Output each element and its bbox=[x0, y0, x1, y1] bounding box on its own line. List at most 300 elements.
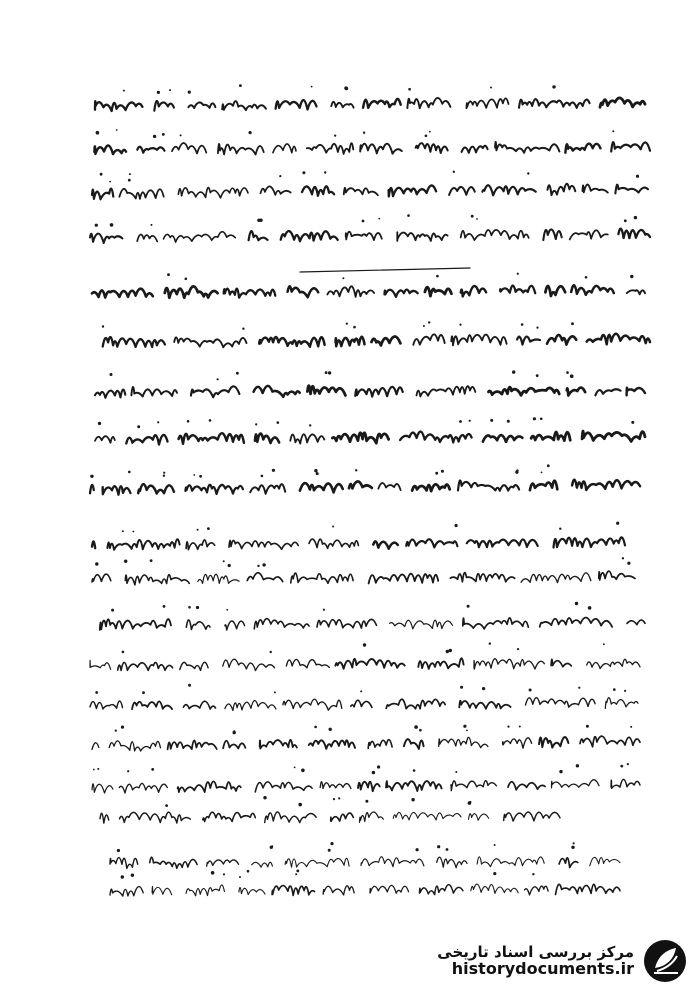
handwriting-word bbox=[587, 659, 640, 668]
handwriting-word bbox=[471, 884, 518, 893]
handwriting-word bbox=[90, 485, 94, 493]
handwriting-dot bbox=[121, 875, 124, 878]
handwriting-word bbox=[137, 235, 157, 242]
handwriting-word bbox=[483, 435, 522, 442]
handwriting-dot bbox=[249, 131, 252, 134]
handwriting-dot bbox=[507, 726, 509, 728]
handwriting-word bbox=[259, 337, 324, 347]
handwriting-word bbox=[95, 436, 115, 443]
handwriting-word bbox=[273, 144, 296, 153]
handwriting-dot bbox=[540, 418, 543, 421]
handwriting-dot bbox=[272, 469, 275, 472]
handwriting-word bbox=[255, 434, 279, 443]
handwriting-dot bbox=[414, 725, 418, 729]
handwriting-word bbox=[627, 290, 645, 294]
handwriting-word bbox=[572, 480, 640, 490]
handwriting-dot bbox=[151, 224, 153, 226]
handwriting-dot bbox=[466, 730, 468, 732]
handwriting-dot bbox=[302, 171, 305, 174]
handwriting-word bbox=[283, 699, 342, 710]
handwriting-dot bbox=[631, 421, 634, 424]
handwriting-dot bbox=[423, 325, 425, 327]
handwriting-dot bbox=[314, 469, 317, 472]
handwriting-dot bbox=[338, 797, 340, 799]
handwriting-word bbox=[138, 484, 174, 493]
handwriting-dot bbox=[169, 89, 171, 91]
handwriting-dot bbox=[372, 771, 375, 774]
handwriting-word bbox=[361, 857, 424, 867]
handwriting-dot bbox=[110, 223, 114, 227]
handwriting-dot bbox=[330, 842, 333, 845]
handwriting-dot bbox=[441, 470, 444, 473]
handwriting-word bbox=[183, 701, 215, 709]
handwriting-word bbox=[477, 857, 544, 867]
handwriting-word bbox=[360, 144, 402, 154]
handwriting-word bbox=[559, 858, 578, 868]
handwriting-dot bbox=[471, 215, 474, 218]
handwriting-word bbox=[582, 431, 645, 441]
handwriting-word bbox=[203, 812, 256, 821]
handwriting-word bbox=[531, 432, 570, 441]
handwriting-word bbox=[307, 386, 345, 396]
handwriting-dot bbox=[124, 560, 127, 563]
handwriting-word bbox=[508, 782, 545, 790]
handwriting-line bbox=[110, 870, 620, 897]
handwriting-word bbox=[188, 102, 215, 108]
handwriting-word bbox=[386, 781, 442, 791]
handwriting-dot bbox=[263, 796, 266, 799]
handwriting-dot bbox=[428, 321, 430, 323]
handwriting-line bbox=[92, 763, 640, 793]
handwriting-word bbox=[397, 232, 447, 241]
handwriting-dot bbox=[128, 471, 131, 474]
handwriting-word bbox=[150, 857, 197, 868]
handwriting-dot bbox=[455, 771, 457, 773]
handwriting-word bbox=[218, 144, 264, 155]
handwriting-word bbox=[599, 571, 635, 580]
handwriting-word bbox=[178, 781, 241, 792]
handwriting-word bbox=[152, 887, 172, 895]
handwriting-word bbox=[545, 286, 565, 296]
handwriting-dot bbox=[323, 609, 325, 611]
handwriting-word bbox=[252, 862, 273, 867]
handwriting-dot bbox=[536, 327, 538, 329]
handwriting-dot bbox=[449, 649, 452, 652]
handwriting-line bbox=[92, 522, 625, 550]
handwriting-dot bbox=[95, 562, 98, 565]
handwriting-dot bbox=[575, 602, 578, 605]
handwriting-word bbox=[627, 388, 645, 396]
handwriting-word bbox=[291, 573, 353, 583]
handwriting-dot bbox=[117, 849, 120, 852]
handwriting-dot bbox=[137, 425, 140, 428]
handwriting-dot bbox=[603, 643, 605, 645]
handwriting-dot bbox=[185, 278, 188, 281]
handwriting-dot bbox=[123, 90, 125, 92]
handwriting-dot bbox=[345, 87, 349, 91]
handwriting-word bbox=[370, 885, 409, 893]
handwriting-word bbox=[385, 290, 418, 297]
handwriting-word bbox=[174, 337, 246, 347]
handwriting-line bbox=[94, 129, 650, 154]
handwriting-dot bbox=[167, 273, 170, 276]
handwriting-word bbox=[595, 389, 620, 395]
watermark-url: historydocuments.ir bbox=[451, 959, 634, 979]
handwriting-dot bbox=[586, 725, 589, 728]
handwriting-dot bbox=[239, 84, 242, 87]
handwriting-word bbox=[191, 386, 239, 397]
handwriting-word bbox=[249, 231, 268, 240]
handwriting-word bbox=[462, 146, 488, 153]
handwriting-word bbox=[239, 888, 265, 895]
handwriting-dot bbox=[116, 129, 118, 131]
handwriting-dot bbox=[585, 276, 588, 279]
handwriting-word bbox=[344, 188, 378, 195]
handwriting-dot bbox=[490, 419, 493, 422]
handwriting-word bbox=[469, 814, 489, 821]
handwriting-dot bbox=[332, 526, 334, 528]
handwriting-word bbox=[525, 886, 549, 895]
handwriting-dot bbox=[228, 564, 231, 567]
handwriting-word bbox=[425, 287, 452, 296]
handwriting-word bbox=[389, 185, 437, 196]
handwriting-dot bbox=[279, 175, 281, 177]
handwriting-dot bbox=[93, 769, 95, 771]
handwriting-dot bbox=[131, 874, 134, 877]
handwriting-word bbox=[94, 145, 126, 154]
handwriting-dot bbox=[165, 804, 168, 807]
handwriting-word bbox=[286, 659, 329, 667]
handwriting-word bbox=[412, 484, 450, 491]
handwriting-line bbox=[100, 602, 645, 630]
handwriting-word bbox=[459, 701, 510, 709]
handwriting-dot bbox=[353, 326, 356, 329]
handwriting-word bbox=[351, 700, 372, 707]
handwriting-word bbox=[272, 886, 314, 896]
handwriting-word bbox=[611, 779, 640, 788]
handwriting-dot bbox=[489, 642, 491, 644]
handwriting-dot bbox=[122, 651, 125, 654]
handwriting-dot bbox=[270, 846, 273, 849]
handwriting-dot bbox=[262, 563, 265, 566]
handwriting-word bbox=[390, 620, 453, 629]
handwriting-dot bbox=[493, 872, 496, 875]
handwriting-word bbox=[186, 540, 215, 550]
handwriting-dot bbox=[110, 373, 113, 376]
handwriting-dot bbox=[630, 726, 632, 728]
watermark-text bbox=[437, 944, 634, 978]
handwriting-word bbox=[463, 618, 529, 629]
handwriting-line bbox=[90, 464, 640, 494]
handwriting-word bbox=[461, 286, 486, 296]
handwriting-word bbox=[110, 887, 143, 897]
handwriting-dot bbox=[223, 560, 225, 562]
handwriting-dot bbox=[163, 472, 165, 474]
handwriting-word bbox=[250, 484, 285, 494]
handwriting-dot bbox=[411, 798, 414, 801]
handwriting-word bbox=[92, 743, 99, 750]
handwriting-word bbox=[331, 813, 354, 821]
handwriting-word bbox=[416, 143, 448, 153]
handwriting-dot bbox=[588, 606, 592, 610]
handwriting-dot bbox=[242, 328, 244, 330]
handwriting-word bbox=[285, 858, 349, 867]
handwriting-word bbox=[288, 286, 319, 297]
handwriting-dot bbox=[98, 422, 101, 425]
handwriting-word bbox=[611, 142, 650, 151]
handwriting-dot bbox=[533, 417, 536, 420]
handwriting-dot bbox=[239, 876, 241, 878]
handwriting-dot bbox=[122, 530, 124, 532]
handwriting-dot bbox=[616, 522, 619, 525]
handwriting-dot bbox=[127, 770, 129, 772]
handwriting-dot bbox=[378, 218, 380, 220]
handwriting-dot bbox=[559, 528, 561, 530]
handwriting-word bbox=[554, 537, 626, 547]
handwriting-word bbox=[132, 701, 172, 709]
handwriting-word bbox=[119, 189, 163, 199]
handwriting-word bbox=[90, 701, 123, 709]
handwriting-dot bbox=[95, 224, 98, 227]
handwriting-dot bbox=[188, 684, 191, 687]
handwriting-dot bbox=[95, 691, 98, 694]
handwriting-word bbox=[95, 390, 125, 398]
handwriting-word bbox=[605, 698, 638, 709]
handwriting-word bbox=[126, 435, 167, 445]
handwriting-dot bbox=[467, 605, 470, 608]
handwriting-dot bbox=[199, 475, 202, 478]
handwriting-word bbox=[254, 386, 300, 397]
handwriting-line bbox=[90, 214, 650, 243]
handwriting-word bbox=[224, 289, 276, 298]
handwriting-dot bbox=[261, 475, 264, 478]
handwriting-dot bbox=[516, 469, 518, 471]
handwriting-word bbox=[548, 184, 576, 195]
handwriting-word bbox=[90, 660, 111, 669]
handwriting-word bbox=[120, 812, 191, 823]
handwriting-dot bbox=[328, 371, 331, 374]
handwriting-dot bbox=[102, 325, 104, 327]
handwriting-dot bbox=[627, 763, 629, 765]
handwriting-dot bbox=[115, 730, 117, 732]
handwriting-dot bbox=[109, 181, 111, 183]
handwriting-dot bbox=[476, 218, 478, 220]
handwriting-dot bbox=[624, 219, 627, 222]
handwriting-word bbox=[503, 738, 532, 748]
handwriting-dot bbox=[270, 651, 272, 653]
handwriting-dot bbox=[377, 765, 380, 768]
handwriting-line bbox=[92, 557, 635, 585]
handwriting-word bbox=[489, 387, 560, 395]
handwriting-word bbox=[261, 186, 291, 194]
handwriting-dot bbox=[329, 728, 332, 731]
handwriting-dot bbox=[435, 472, 438, 475]
handwriting-word bbox=[168, 741, 217, 750]
handwriting-dot bbox=[255, 423, 257, 425]
handwriting-word bbox=[186, 620, 210, 630]
handwriting-word bbox=[363, 99, 401, 108]
handwriting-dot bbox=[541, 472, 543, 474]
handwriting-word bbox=[186, 885, 224, 896]
handwriting-dot bbox=[413, 769, 416, 772]
watermark-title: مرکز بررسی اسناد تاریخی bbox=[437, 942, 634, 961]
handwriting-word bbox=[451, 781, 496, 791]
handwriting-dot bbox=[180, 134, 182, 136]
handwriting-word bbox=[439, 737, 488, 747]
handwriting-word bbox=[165, 286, 218, 297]
handwriting-word bbox=[570, 230, 608, 239]
handwriting-word bbox=[260, 740, 297, 749]
handwriting-dot bbox=[552, 85, 555, 88]
handwriting-dot bbox=[324, 171, 326, 173]
handwriting-dot bbox=[576, 764, 579, 767]
handwriting-word bbox=[386, 699, 445, 709]
handwriting-word bbox=[517, 337, 540, 345]
handwriting-dot bbox=[490, 87, 492, 89]
handwriting-word bbox=[540, 617, 612, 626]
handwriting-dot bbox=[132, 531, 134, 533]
handwriting-word bbox=[393, 812, 461, 820]
handwriting-dot bbox=[517, 273, 519, 275]
handwriting-word bbox=[565, 144, 600, 153]
handwriting-dot bbox=[446, 650, 449, 653]
handwriting-word bbox=[450, 573, 514, 582]
handwriting-dot bbox=[517, 648, 519, 650]
handwriting-dot bbox=[197, 529, 199, 531]
handwriting-word bbox=[92, 541, 95, 548]
handwriting-word bbox=[369, 574, 439, 584]
handwriting-word bbox=[276, 100, 317, 109]
handwriting-dot bbox=[277, 421, 280, 424]
handwriting-dot bbox=[460, 686, 463, 689]
handwriting-dot bbox=[436, 275, 439, 278]
handwriting-dot bbox=[226, 609, 228, 611]
handwriting-line bbox=[95, 84, 645, 111]
handwriting-dot bbox=[360, 690, 362, 692]
handwriting-word bbox=[618, 229, 650, 238]
handwriting-dot bbox=[328, 849, 331, 852]
handwriting-word bbox=[461, 230, 529, 240]
handwriting-word bbox=[372, 336, 401, 345]
handwriting-word bbox=[265, 812, 317, 823]
handwriting-dot bbox=[207, 527, 210, 530]
handwriting-dot bbox=[459, 324, 461, 326]
handwriting-dot bbox=[437, 845, 440, 848]
handwriting-word bbox=[587, 334, 650, 345]
handwriting-dot bbox=[494, 844, 496, 846]
handwriting-dot bbox=[620, 765, 623, 768]
handwriting-word bbox=[137, 147, 164, 153]
handwriting-dot bbox=[157, 91, 160, 94]
handwriting-dot bbox=[636, 175, 639, 178]
handwriting-dot bbox=[217, 378, 219, 380]
handwriting-dot bbox=[247, 870, 250, 873]
handwriting-dot bbox=[425, 135, 428, 138]
handwriting-word bbox=[179, 433, 244, 444]
handwriting-dot bbox=[429, 131, 431, 133]
handwriting-dot bbox=[521, 323, 524, 326]
handwriting-dot bbox=[111, 609, 114, 612]
handwriting-word bbox=[474, 659, 544, 669]
handwriting-line bbox=[92, 171, 648, 200]
handwriting-word bbox=[247, 573, 282, 582]
handwriting-word bbox=[95, 101, 142, 111]
handwriting-word bbox=[225, 701, 276, 711]
handwriting-word bbox=[225, 621, 245, 630]
handwriting-word bbox=[627, 620, 645, 625]
handwriting-word bbox=[327, 286, 374, 296]
handwriting-dot bbox=[407, 214, 410, 217]
handwriting-dot bbox=[301, 769, 305, 773]
handwriting-dot bbox=[187, 420, 190, 423]
handwriting-dot bbox=[571, 846, 574, 849]
handwriting-word bbox=[103, 486, 131, 494]
handwriting-dot bbox=[455, 524, 458, 527]
handwriting-dot bbox=[463, 725, 466, 728]
handwriting-line bbox=[92, 725, 640, 751]
handwriting-word bbox=[223, 659, 275, 670]
handwriting-word bbox=[103, 337, 165, 347]
handwriting-dot bbox=[622, 557, 624, 559]
handwriting-line bbox=[90, 642, 640, 670]
handwriting-dot bbox=[612, 130, 614, 132]
handwriting-word bbox=[335, 659, 404, 669]
handwriting-word bbox=[368, 740, 392, 749]
handwriting-word bbox=[178, 188, 248, 198]
handwriting-word bbox=[320, 782, 351, 789]
handwriting-word bbox=[449, 187, 475, 195]
handwriting-dot bbox=[314, 726, 317, 729]
handwriting-dot bbox=[365, 800, 368, 803]
handwriting-dot bbox=[362, 220, 365, 223]
handwriting-dot bbox=[153, 135, 156, 138]
handwriting-dot bbox=[150, 559, 153, 562]
handwriting-dot bbox=[363, 132, 365, 134]
handwriting-dot bbox=[209, 419, 212, 422]
handwriting-word bbox=[307, 143, 354, 154]
handwriting-dot bbox=[257, 219, 260, 222]
handwriting-dot bbox=[236, 372, 239, 375]
handwriting-word bbox=[331, 102, 353, 108]
handwriting-word bbox=[482, 185, 535, 195]
handwriting-word bbox=[521, 573, 591, 583]
handwriting-dot bbox=[97, 768, 99, 770]
handwriting-dot bbox=[559, 770, 562, 773]
handwriting-dot bbox=[325, 371, 328, 374]
handwriting-dot bbox=[573, 842, 575, 844]
handwriting-word bbox=[255, 782, 312, 792]
handwriting-dot bbox=[363, 643, 366, 646]
handwriting-word bbox=[458, 480, 519, 490]
handwriting-dot bbox=[624, 690, 626, 692]
handwriting-dot bbox=[316, 472, 319, 475]
handwriting-dot bbox=[296, 870, 299, 873]
handwriting-word bbox=[360, 812, 384, 822]
handwriting-dot bbox=[519, 726, 521, 728]
handwriting-word bbox=[358, 782, 380, 791]
handwriting-dot bbox=[196, 606, 199, 609]
handwriting-word bbox=[467, 539, 538, 547]
handwriting-dot bbox=[163, 605, 166, 608]
handwriting-dot bbox=[128, 179, 131, 182]
handwriting-dot bbox=[507, 420, 510, 423]
handwriting-word bbox=[349, 481, 372, 488]
handwriting-word bbox=[119, 783, 167, 793]
handwriting-word bbox=[400, 432, 472, 443]
handwriting-word bbox=[552, 780, 600, 788]
handwriting-word bbox=[164, 232, 236, 242]
handwriting-word bbox=[530, 481, 557, 490]
